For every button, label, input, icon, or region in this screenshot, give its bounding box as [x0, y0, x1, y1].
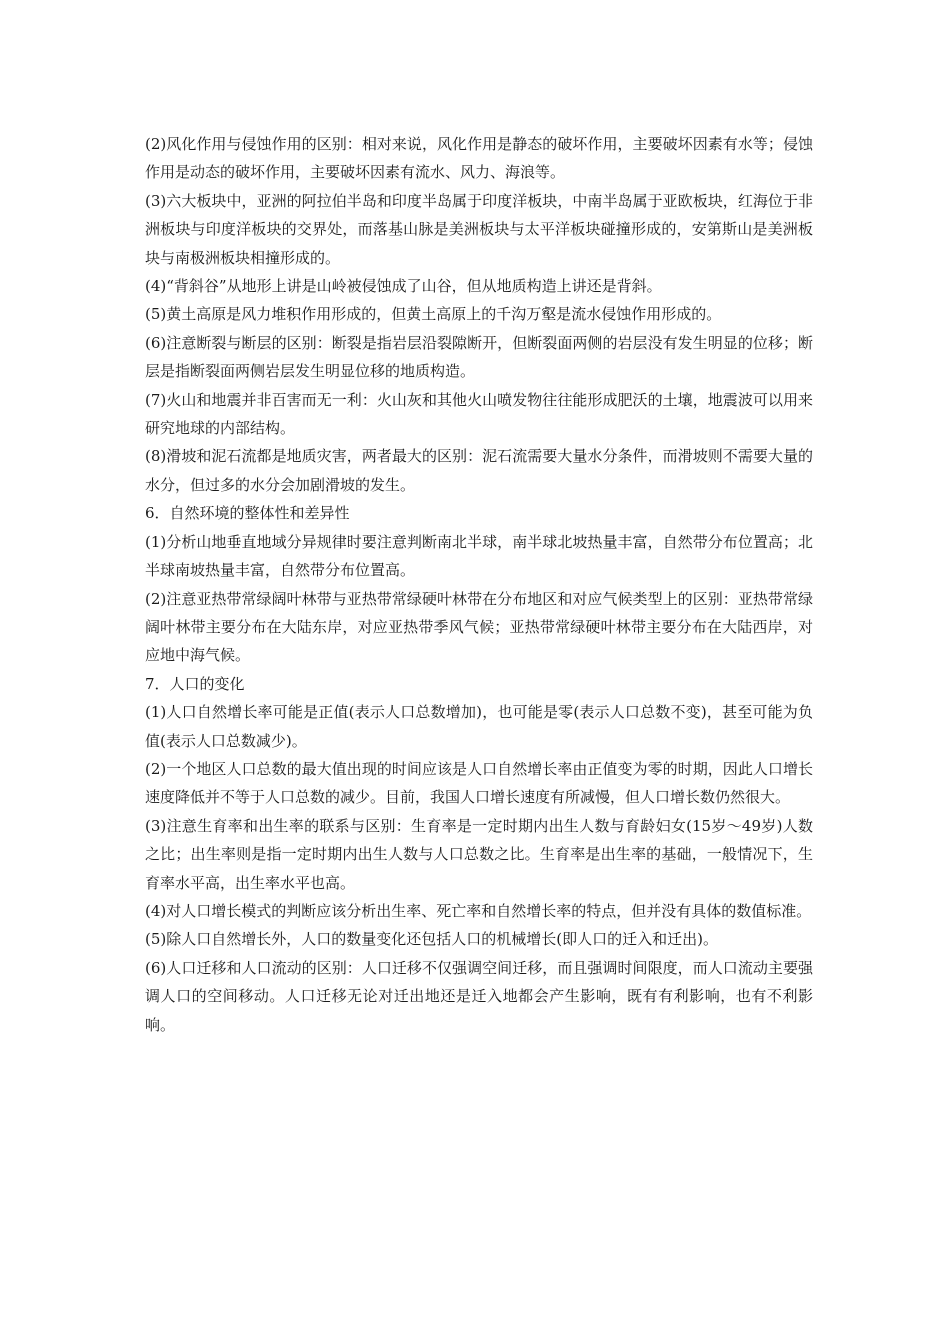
paragraph-mechanical-growth: (5)除人口自然增长外，人口的数量变化还包括人口的机械增长(即人口的迁入和迁出)。: [145, 930, 718, 949]
paragraph-fertility-birth-rate: (3)注意生育率和出生率的联系与区别：生育率是一定时期内出生人数与育龄妇女(15岁～49岁)人数之比；出生率则是指一定时期内出生人数与人口总数之比。生育率是出生率的基础，一般情况下，生育率水平高，出生率水平也高。: [145, 816, 813, 892]
paragraph-fracture-fault: (6)注意断裂与断层的区别：断裂是指岩层沿裂隙断开，但断裂面两侧的岩层没有发生明显的位移；断层是指断裂面两侧岩层发生明显位移的地质构造。: [145, 333, 813, 381]
section-heading-population-change: 7．人口的变化: [145, 674, 245, 693]
paragraph-forest-belts: (2)注意亚热带常绿阔叶林带与亚热带常绿硬叶林带在分布地区和对应气候类型上的区别：亚热带常绿阔叶林带主要分布在大陆东岸，对应亚热带季风气候；亚热带常绿硬叶林带主要分布在大陆西岸，对应地中海气候。: [145, 589, 813, 665]
paragraph-natural-growth-rate: (1)人口自然增长率可能是正值(表示人口总数增加)，也可能是零(表示人口总数不变)，甚至可能为负值(表示人口总数减少)。: [145, 703, 813, 750]
paragraph-anticline-valley: (4)“背斜谷”从地形上讲是山岭被侵蚀成了山谷，但从地质构造上讲还是背斜。: [145, 277, 662, 296]
document-body: [145, 130, 813, 1039]
paragraph-growth-model: (4)对人口增长模式的判断应该分析出生率、死亡率和自然增长率的特点，但并没有具体的数值标准。: [145, 901, 812, 920]
paragraph-plates: (3)六大板块中，亚洲的阿拉伯半岛和印度半岛属于印度洋板块，中南半岛属于亚欧板块，红海位于非洲板块与印度洋板块的交界处，而落基山脉是美洲板块与太平洋板块碰撞形成的，安第斯山是美洲板块与南极洲板块相撞形成的。: [145, 191, 813, 267]
paragraph-loess-plateau: (5)黄土高原是风力堆积作用形成的，但黄土高原上的千沟万壑是流水侵蚀作用形成的。: [145, 305, 722, 324]
paragraph-landslide-debris: (8)滑坡和泥石流都是地质灾害，两者最大的区别：泥石流需要大量水分条件，而滑坡则不需要大量的水分，但过多的水分会加剧滑坡的发生。: [145, 447, 813, 494]
paragraph-weathering-erosion: (2)风化作用与侵蚀作用的区别：相对来说，风化作用是静态的破坏作用，主要破坏因素有水等；侵蚀作用是动态的破坏作用，主要破坏因素有流水、风力、海浪等。: [145, 135, 813, 182]
paragraph-volcano-earthquake: (7)火山和地震并非百害而无一利：火山灰和其他火山喷发物往往能形成肥沃的土壤，地震波可以用来研究地球的内部结构。: [145, 390, 813, 438]
section-heading-natural-environment: 6．自然环境的整体性和差异性: [145, 504, 350, 523]
paragraph-population-maximum: (2)一个地区人口总数的最大值出现的时间应该是人口自然增长率由正值变为零的时期，因此人口增长速度降低并不等于人口总数的减少。目前，我国人口增长速度有所减慢，但人口增长数仍然很大。: [145, 759, 813, 807]
paragraph-vertical-zonation: (1)分析山地垂直地域分异规律时要注意判断南北半球，南半球北坡热量丰富，自然带分布位置高；北半球南坡热量丰富，自然带分布位置高。: [145, 532, 813, 580]
paragraph-migration-flow: (6)人口迁移和人口流动的区别：人口迁移不仅强调空间迁移，而且强调时间限度，而人口流动主要强调人口的空间移动。人口迁移无论对迁出地还是迁入地都会产生影响，既有有利影响，也有不利影响。: [145, 958, 813, 1034]
